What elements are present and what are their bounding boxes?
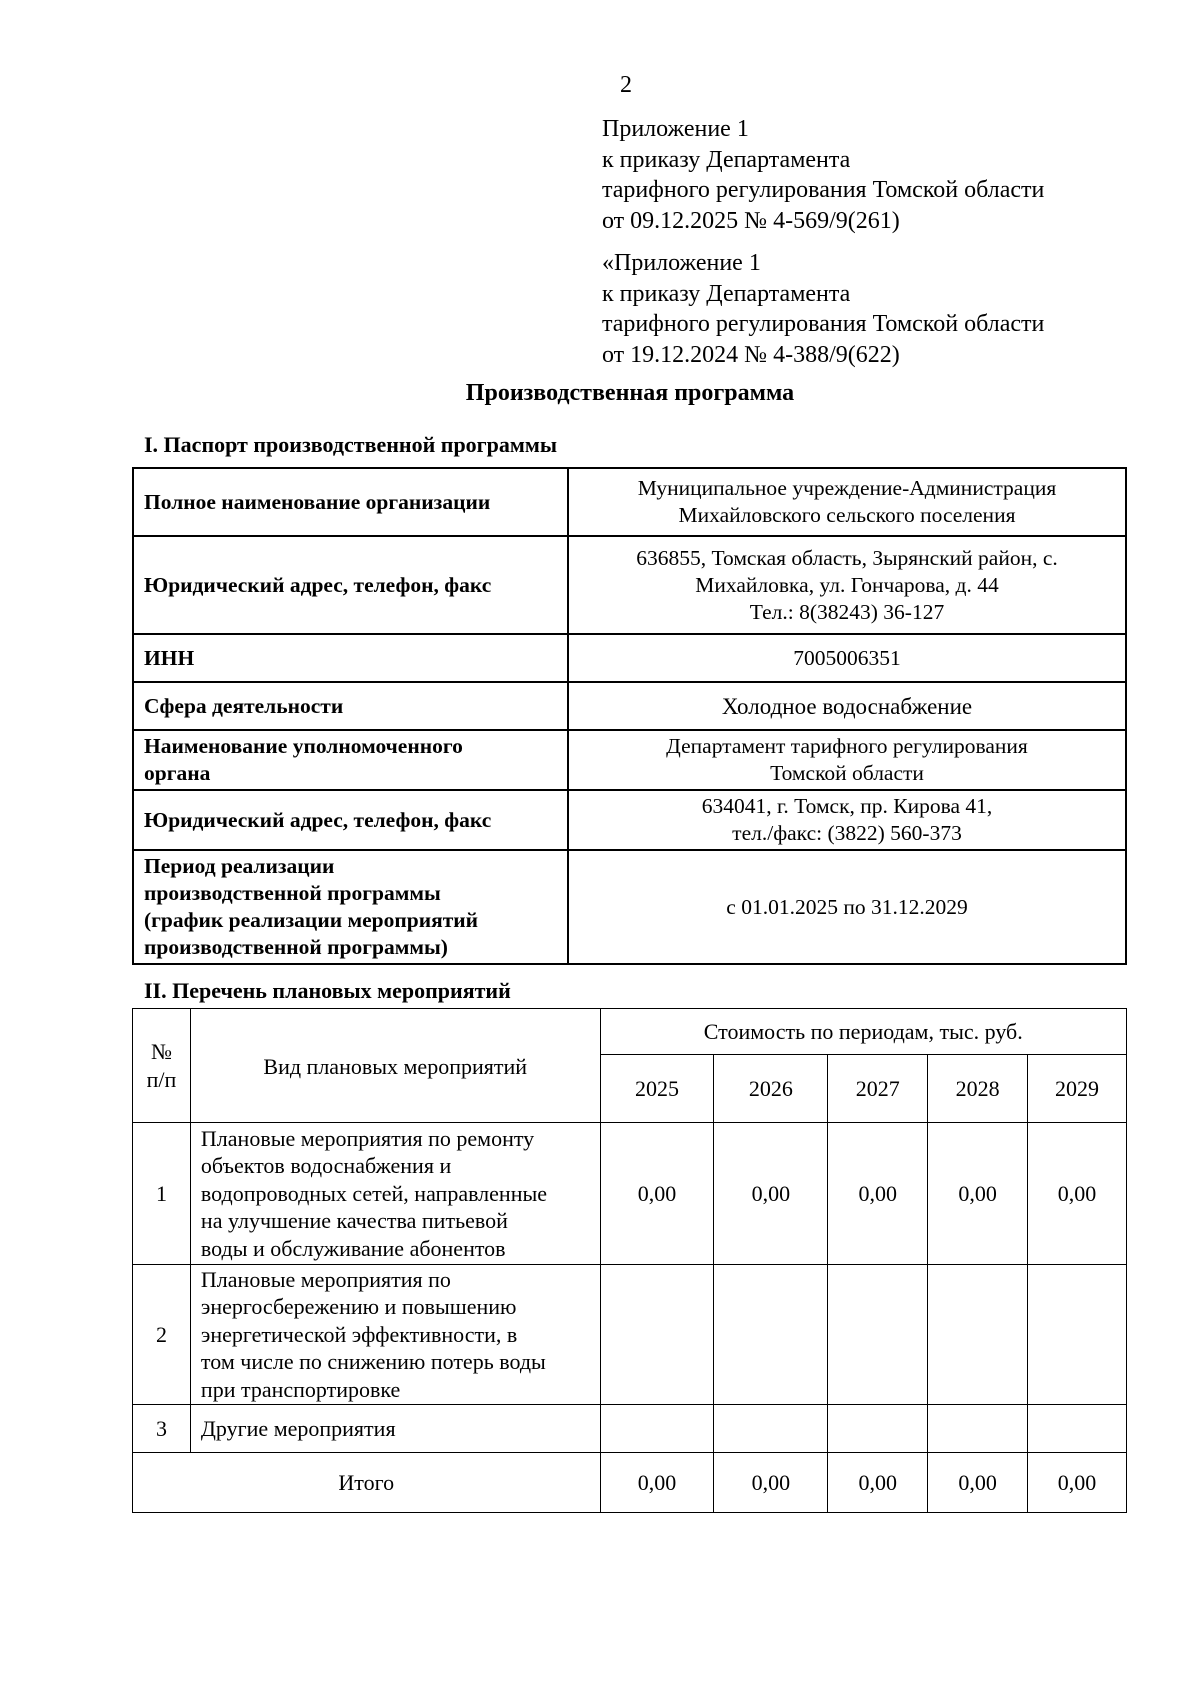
- year-header: 2027: [828, 1055, 928, 1123]
- cost-cell: [714, 1405, 828, 1453]
- total-cell: 0,00: [1028, 1453, 1127, 1513]
- row-name-line: при транспортировке: [200, 1376, 401, 1402]
- passport-value: [568, 730, 1126, 790]
- passport-row: [133, 682, 1126, 730]
- passport-value: [568, 536, 1126, 634]
- passport-label: Юридический адрес, телефон, факс: [133, 536, 568, 634]
- cost-cell: 0,00: [828, 1123, 928, 1265]
- row-name: [190, 1405, 600, 1453]
- passport-row: [133, 634, 1126, 682]
- row-name-line: Плановые мероприятия по ремонту: [200, 1125, 535, 1151]
- table-row: [133, 1123, 1127, 1265]
- document-title: Производственная программа: [465, 380, 795, 406]
- row-name-line: Плановые мероприятия по: [200, 1266, 451, 1292]
- passport-value-line: Михайловка, ул. Гончарова, д. 44: [695, 572, 999, 597]
- total-cell: 0,00: [600, 1453, 714, 1513]
- appendix-old-line: «Приложение 1: [602, 250, 761, 276]
- passport-value-line: Михайловского сельского поселения: [678, 503, 1016, 527]
- cost-cell: [600, 1405, 714, 1453]
- row-name-line: на улучшение качества питьевой: [200, 1208, 508, 1234]
- cost-cell: 0,00: [928, 1123, 1028, 1265]
- appendix-old-line: от 19.12.2024 № 4-388/9(622): [602, 341, 900, 368]
- passport-label: ИНН: [133, 634, 568, 682]
- appendix-old-block: [602, 248, 1044, 370]
- passport-value: [568, 790, 1126, 850]
- passport-value-line: Тел.: 8(38243) 36-127: [749, 599, 945, 624]
- passport-value: [568, 468, 1126, 536]
- cost-cell: [928, 1405, 1028, 1453]
- section2-heading: II. Перечень плановых мероприятий: [144, 978, 511, 1003]
- page-number: 2: [620, 72, 632, 98]
- table-row: [133, 1405, 1127, 1453]
- passport-value-line: Департамент тарифного регулирования: [666, 734, 1028, 758]
- year-header: 2029: [1028, 1055, 1127, 1123]
- cost-cell: [828, 1265, 928, 1405]
- passport-value-line: 636855, Томская область, Зырянский район, с.: [636, 545, 1058, 570]
- passport-table: [132, 467, 1127, 965]
- year-header: 2026: [714, 1055, 828, 1123]
- passport-value-line: 7005006351: [793, 645, 901, 670]
- total-cell: 0,00: [928, 1453, 1028, 1513]
- cost-cell: 0,00: [600, 1123, 714, 1265]
- total-cell: 0,00: [828, 1453, 928, 1513]
- col-num-line: №: [150, 1039, 172, 1064]
- passport-label-line: органа: [144, 761, 211, 785]
- row-name-line: объектов водоснабжения и: [200, 1153, 452, 1179]
- passport-value: [568, 682, 1126, 730]
- cost-cell: [600, 1265, 714, 1405]
- appendix-new-line: тарифного регулирования Томской области: [602, 177, 1045, 203]
- row-number: 3: [133, 1405, 191, 1453]
- passport-label: Полное наименование организации: [133, 468, 568, 536]
- passport-value-line: 634041, г. Томск, пр. Кирова 41,: [701, 794, 993, 818]
- col-num-header: [133, 1009, 191, 1123]
- appendix-old-line: тарифного регулирования Томской области: [602, 311, 1045, 337]
- row-number: 1: [133, 1123, 191, 1265]
- row-name-line: воды и обслуживание абонентов: [200, 1235, 506, 1261]
- plan-table: [132, 1008, 1127, 1513]
- row-name: [190, 1123, 600, 1265]
- appendix-new-block: [602, 114, 1044, 236]
- passport-label-line: производственной программы): [144, 935, 448, 959]
- section1-heading: I. Паспорт производственной программы: [144, 432, 558, 457]
- passport-value: [568, 850, 1126, 964]
- cost-cell: [828, 1405, 928, 1453]
- passport-value-line: тел./факс: (3822) 560-373: [732, 821, 962, 845]
- total-label: Итого: [133, 1453, 601, 1513]
- row-name-line: энергетической эффективности, в: [200, 1321, 518, 1347]
- passport-value-line: Холодное водоснабжение: [721, 693, 973, 719]
- total-cell: 0,00: [714, 1453, 828, 1513]
- total-row: [133, 1453, 1127, 1513]
- passport-label-line: Период реализации: [144, 854, 335, 878]
- appendix-new-line: Приложение 1: [602, 116, 749, 142]
- row-name: [190, 1265, 600, 1405]
- row-name-line: том числе по снижению потерь воды: [200, 1349, 546, 1375]
- passport-label-line: производственной программы: [144, 881, 441, 905]
- plan-header-row: [133, 1009, 1127, 1055]
- row-name-line: Другие мероприятия: [200, 1415, 396, 1441]
- passport-label: [133, 850, 568, 964]
- col-cost-header: Стоимость по периодам, тыс. руб.: [600, 1009, 1126, 1055]
- cost-cell: [1028, 1265, 1127, 1405]
- row-name-line: водопроводных сетей, направленные: [200, 1180, 548, 1206]
- passport-label: Юридический адрес, телефон, факс: [133, 790, 568, 850]
- year-header: 2025: [600, 1055, 714, 1123]
- year-header: 2028: [928, 1055, 1028, 1123]
- passport-row: [133, 468, 1126, 536]
- passport-row: [133, 850, 1126, 964]
- passport-label: [133, 730, 568, 790]
- passport-row: [133, 730, 1126, 790]
- passport-value-line: Томской области: [770, 761, 924, 785]
- passport-row: [133, 536, 1126, 634]
- row-number: 2: [133, 1265, 191, 1405]
- passport-label: Сфера деятельности: [133, 682, 568, 730]
- passport-label-line: Наименование уполномоченного: [144, 734, 463, 758]
- passport-row: [133, 790, 1126, 850]
- appendix-new-line: к приказу Департамента: [602, 146, 851, 173]
- appendix-old-line: к приказу Департамента: [602, 280, 851, 307]
- col-name-header: Вид плановых мероприятий: [190, 1009, 600, 1123]
- cost-cell: [1028, 1405, 1127, 1453]
- table-row: [133, 1265, 1127, 1405]
- cost-cell: [928, 1265, 1028, 1405]
- passport-label-line: (график реализации мероприятий: [144, 908, 479, 932]
- passport-value-line: с 01.01.2025 по 31.12.2029: [726, 894, 968, 919]
- cost-cell: 0,00: [1028, 1123, 1127, 1265]
- passport-value: [568, 634, 1126, 682]
- appendix-new-line: от 09.12.2025 № 4-569/9(261): [602, 207, 900, 234]
- passport-value-line: Муниципальное учреждение-Администрация: [637, 476, 1057, 500]
- col-num-line: п/п: [146, 1066, 177, 1092]
- cost-cell: 0,00: [714, 1123, 828, 1265]
- row-name-line: энергосбережению и повышению: [200, 1294, 517, 1320]
- cost-cell: [714, 1265, 828, 1405]
